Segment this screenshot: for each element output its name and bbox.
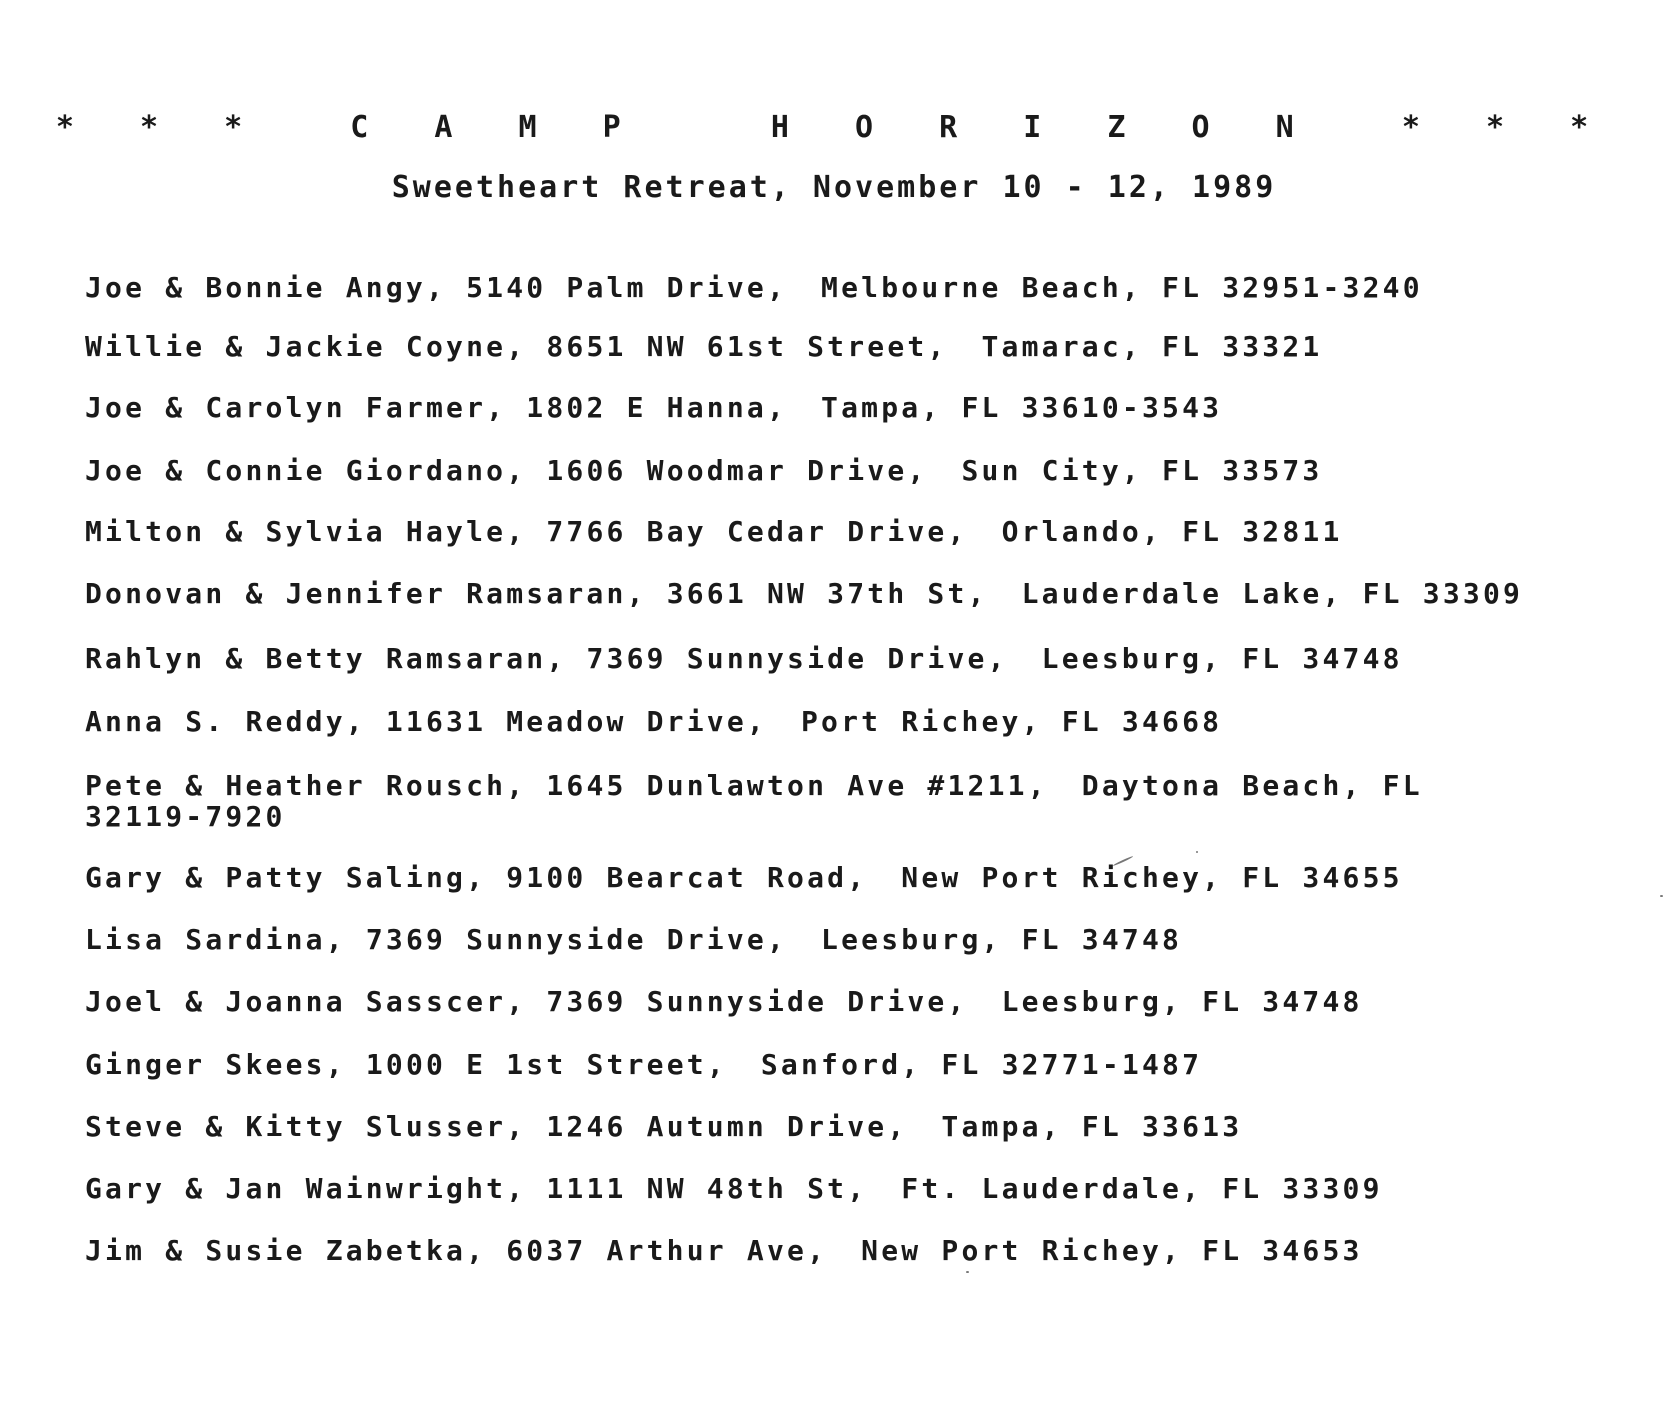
- entry-city: Sun City, FL 33573: [961, 454, 1323, 487]
- entry-name: Ginger Skees: [85, 1048, 326, 1081]
- entry-address: 6037 Arthur Ave: [506, 1234, 808, 1267]
- entry-address: 1111 NW 48th St: [546, 1172, 848, 1205]
- scan-speck: [1196, 851, 1198, 853]
- list-item: Anna S. Reddy, 11631 Meadow Drive, Port Richey, FL 34668: [85, 705, 1223, 738]
- entry-address: 1246 Autumn Drive: [546, 1110, 888, 1143]
- entry-city: Leesburg, FL 34748: [821, 923, 1183, 956]
- entry-address: 8651 NW 61st Street: [546, 330, 928, 363]
- entry-city: Leesburg, FL 34748: [1041, 642, 1403, 675]
- entry-city: Tamarac, FL 33321: [981, 330, 1323, 363]
- entry-address: 7369 Sunnyside Drive: [365, 923, 767, 956]
- entry-name: Joel & Joanna Sasscer: [85, 985, 507, 1018]
- scan-speck: [1660, 895, 1663, 897]
- entry-city: New Port Richey, FL 34655: [901, 861, 1403, 894]
- entry-city: New Port Richey, FL 34653: [861, 1234, 1363, 1267]
- entry-name: Pete & Heather Rousch: [85, 769, 507, 802]
- entry-address: 5140 Palm Drive: [466, 271, 767, 304]
- entry-name: Lisa Sardina: [85, 923, 326, 956]
- list-item: Ginger Skees, 1000 E 1st Street, Sanford, FL 32771-1487: [85, 1048, 1203, 1081]
- entry-city: Orlando, FL 32811: [1001, 515, 1343, 548]
- list-item: Joe & Connie Giordano, 1606 Woodmar Drive, Sun City, FL 33573: [85, 454, 1323, 487]
- list-item: Lisa Sardina, 7369 Sunnyside Drive, Leesburg, FL 34748: [85, 923, 1183, 956]
- list-item: Steve & Kitty Slusser, 1246 Autumn Drive, Tampa, FL 33613: [85, 1110, 1243, 1143]
- entry-city: Port Richey, FL 34668: [800, 705, 1223, 738]
- entry-address: 1000 E 1st Street: [365, 1048, 707, 1081]
- list-item: Willie & Jackie Coyne, 8651 NW 61st Street, Tamarac, FL 33321: [85, 330, 1323, 363]
- entry-address: 7369 Sunnyside Drive: [546, 985, 948, 1018]
- entry-city: Tampa, FL 33613: [941, 1110, 1243, 1143]
- entry-name: Joe & Bonnie Angy: [85, 271, 426, 304]
- list-item: Gary & Patty Saling, 9100 Bearcat Road, New Port Richey, FL 34655: [85, 861, 1403, 894]
- entry-address: 7766 Bay Cedar Drive: [546, 515, 948, 548]
- entry-city: Sanford, FL 32771-1487: [760, 1048, 1203, 1081]
- entry-name: Joe & Carolyn Farmer: [85, 391, 487, 424]
- entry-name: Milton & Sylvia Hayle: [85, 515, 507, 548]
- entry-name: Donovan & Jennifer Ramsaran: [85, 577, 627, 610]
- entry-name: Gary & Patty Saling: [85, 861, 467, 894]
- entry-name: Anna S. Reddy: [85, 705, 346, 738]
- entry-city: Leesburg, FL 34748: [1001, 985, 1363, 1018]
- entry-address: 7369 Sunnyside Drive: [586, 642, 988, 675]
- entry-name: Jim & Susie Zabetka: [85, 1234, 467, 1267]
- list-item: Joel & Joanna Sasscer, 7369 Sunnyside Drive, Leesburg, FL 34748: [85, 985, 1363, 1018]
- entry-city: Melbourne Beach, FL 32951-3240: [821, 271, 1423, 304]
- entry-name: Willie & Jackie Coyne: [85, 330, 507, 363]
- entry-address: 1606 Woodmar Drive: [546, 454, 908, 487]
- entry-address: 9100 Bearcat Road: [506, 861, 848, 894]
- list-item: Jim & Susie Zabetka, 6037 Arthur Ave, New Port Richey, FL 34653: [85, 1234, 1363, 1267]
- list-item: Donovan & Jennifer Ramsaran, 3661 NW 37th St, Lauderdale Lake, FL 33309: [85, 577, 1524, 610]
- list-item: Joe & Carolyn Farmer, 1802 E Hanna, Tampa, FL 33610-3543: [85, 391, 1223, 424]
- list-item: Gary & Jan Wainwright, 1111 NW 48th St, Ft. Lauderdale, FL 33309: [85, 1172, 1383, 1205]
- list-item: Rahlyn & Betty Ramsaran, 7369 Sunnyside Drive, Leesburg, FL 34748: [85, 642, 1403, 675]
- entry-name: Joe & Connie Giordano: [85, 454, 507, 487]
- entry-city: Tampa, FL 33610-3543: [821, 391, 1223, 424]
- entry-address: 1645 Dunlawton Ave #1211: [546, 769, 1028, 802]
- list-item: Joe & Bonnie Angy, 5140 Palm Drive, Melbourne Beach, FL 32951-3240: [85, 271, 1423, 304]
- entry-city: Lauderdale Lake, FL 33309: [1021, 577, 1524, 610]
- scan-speck: [966, 1271, 969, 1273]
- entry-name: Rahlyn & Betty Ramsaran: [85, 642, 547, 675]
- entry-name: Gary & Jan Wainwright: [85, 1172, 507, 1205]
- document-subtitle: Sweetheart Retreat, November 10 - 12, 1989: [391, 170, 1277, 205]
- entry-city-continuation: 32119-7920: [85, 800, 286, 833]
- entry-city: Ft. Lauderdale, FL 33309: [901, 1172, 1383, 1205]
- list-item: Milton & Sylvia Hayle, 7766 Bay Cedar Drive, Orlando, FL 32811: [85, 515, 1343, 548]
- list-item: Pete & Heather Rousch, 1645 Dunlawton Ave #1211, Daytona Beach, FL 32119-7920: [85, 770, 1645, 832]
- entry-name: Steve & Kitty Slusser: [85, 1110, 507, 1143]
- entry-address: 1802 E Hanna: [526, 391, 767, 424]
- document-title: * * * C A M P H O R I Z O N * * *: [55, 110, 1613, 145]
- entry-address: 3661 NW 37th St: [666, 577, 968, 610]
- entry-address: 11631 Meadow Drive: [385, 705, 747, 738]
- entry-city: Daytona Beach, FL: [1081, 769, 1423, 802]
